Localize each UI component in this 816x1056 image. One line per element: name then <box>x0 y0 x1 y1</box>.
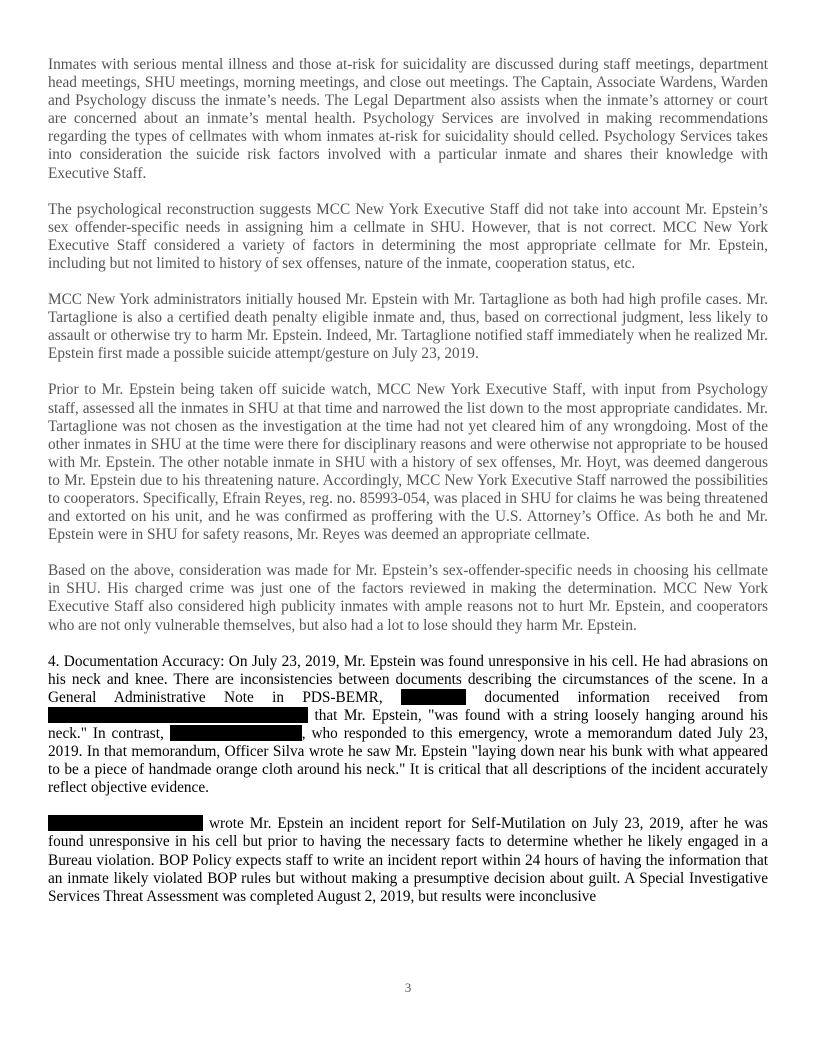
page-number: 3 <box>404 980 412 995</box>
paragraph-psychological-reconstruction: The psychological reconstruction suggests MCC New York Executive Staff did not take into account Mr. Epstein’s sex offender-specific needs in assigning him a cellmate in SHU. However, that is not correct. MCC New York Executive Staff considered a variety of factors in determining the most appropriate cellmate for Mr. Epstein, including but not limited to history of sex offenses, nature of the inmate, cooperation status, etc. <box>48 200 768 272</box>
redaction-box <box>401 689 466 705</box>
paragraph-suicide-watch-cellmate: Prior to Mr. Epstein being taken off suicide watch, MCC New York Executive Staff, with input from Psychology staff, assessed all the inmates in SHU at that time and narrowed the list down to the most appropriate candidates. Mr. Tartaglione was not chosen as the investigation at the time had not yet cleared him of any wrongdoing. Most of the other inmates in SHU at the time were there for disciplinary reasons and were otherwise not appropriate to be housed with Mr. Epstein. The other notable inmate in SHU with a history of sex offenses, Mr. Hoyt, was deemed dangerous to Mr. Epstein due to his threatening nature. Accordingly, MCC New York Executive Staff narrowed the possibilities to cooperators. Specifically, Efrain Reyes, reg. no. 85993-054, was placed in SHU for claims he was being threatened and extorted on his unit, and he was confirmed as proffering with the U.S. Attorney’s Office. As both he and Mr. Epstein were in SHU for safety reasons, Mr. Reyes was deemed an appropriate cellmate. <box>48 381 768 544</box>
doc-text-4: , who responded to this emergency, wrote a memorandum dated July 23, 2019. In that memorandum, Officer Silva wrote he saw Mr. Epstein "laying down near his bunk with what appeared to be a piece of handmade orange cloth around his neck." It is critical that all descriptions of the incident accurately reflect objective evidence. <box>48 725 768 797</box>
paragraph-conclusion-cellmate: Based on the above, consideration was made for Mr. Epstein’s sex-offender-specific needs in choosing his cellmate in SHU. His charged crime was just one of the factors reviewed in making the determination. MCC New York Executive Staff also considered high publicity inmates with ample reasons not to hurt Mr. Epstein, and cooperators who are not only vulnerable themselves, but also had a lot to lose should they harm Mr. Epstein. <box>48 562 768 634</box>
redaction-box <box>48 815 203 831</box>
doc-text-2: documented information received from <box>466 688 769 706</box>
redaction-box <box>170 725 302 741</box>
paragraph-mental-illness-meetings: Inmates with serious mental illness and those at-risk for suicidality are discussed during staff meetings, department head meetings, SHU meetings, morning meetings, and close out meetings. The Captain, Associate Wardens, Warden and Psychology discuss the inmate’s needs. The Legal Department also assists when the inmate’s attorney or court are concerned about an inmate’s mental health. Psychology Services are involved in making recommendations regarding the types of cellmates with whom inmates at-risk for suicidality should celled. Psychology Services takes into consideration the suicide risk factors involved with a particular inmate and shares their knowledge with Executive Staff. <box>48 56 768 182</box>
incident-text: wrote Mr. Epstein an incident report for Self-Mutilation on July 23, 2019, after he was found unresponsive in his cell but prior to having the necessary facts to determine whether he likely engaged in a Bureau violation. BOP Policy expects staff to write an incident report within 24 hours of having the information that an inmate likely violated BOP rules but without making a presumptive decision about guilt. A Special Investigative Services Threat Assessment was completed August 2, 2019, but results were inconclusive <box>48 815 768 905</box>
document-page <box>48 56 768 924</box>
redaction-box <box>48 707 308 723</box>
paragraph-documentation-accuracy <box>48 653 768 798</box>
paragraph-incident-report <box>48 815 768 905</box>
doc-text-3: that Mr. Epstein, "was found with a string loosely hanging around his neck." In contrast, <box>48 706 768 742</box>
doc-text-1: 4. Documentation Accuracy: On July 23, 2019, Mr. Epstein was found unresponsive in his cell. He had abrasions on his neck and knee. There are inconsistencies between documents describing the circumstances of the scene. In a General Administrative Note in PDS-BEMR, <box>48 652 768 706</box>
paragraph-tartaglione-housing: MCC New York administrators initially housed Mr. Epstein with Mr. Tartaglione as both had high profile cases. Mr. Tartaglione is also a certified death penalty eligible inmate and, thus, based on correctional judgment, less likely to assault or otherwise try to harm Mr. Epstein. Indeed, Mr. Tartaglione notified staff immediately when he realized Mr. Epstein first made a possible suicide attempt/gesture on July 23, 2019. <box>48 291 768 363</box>
